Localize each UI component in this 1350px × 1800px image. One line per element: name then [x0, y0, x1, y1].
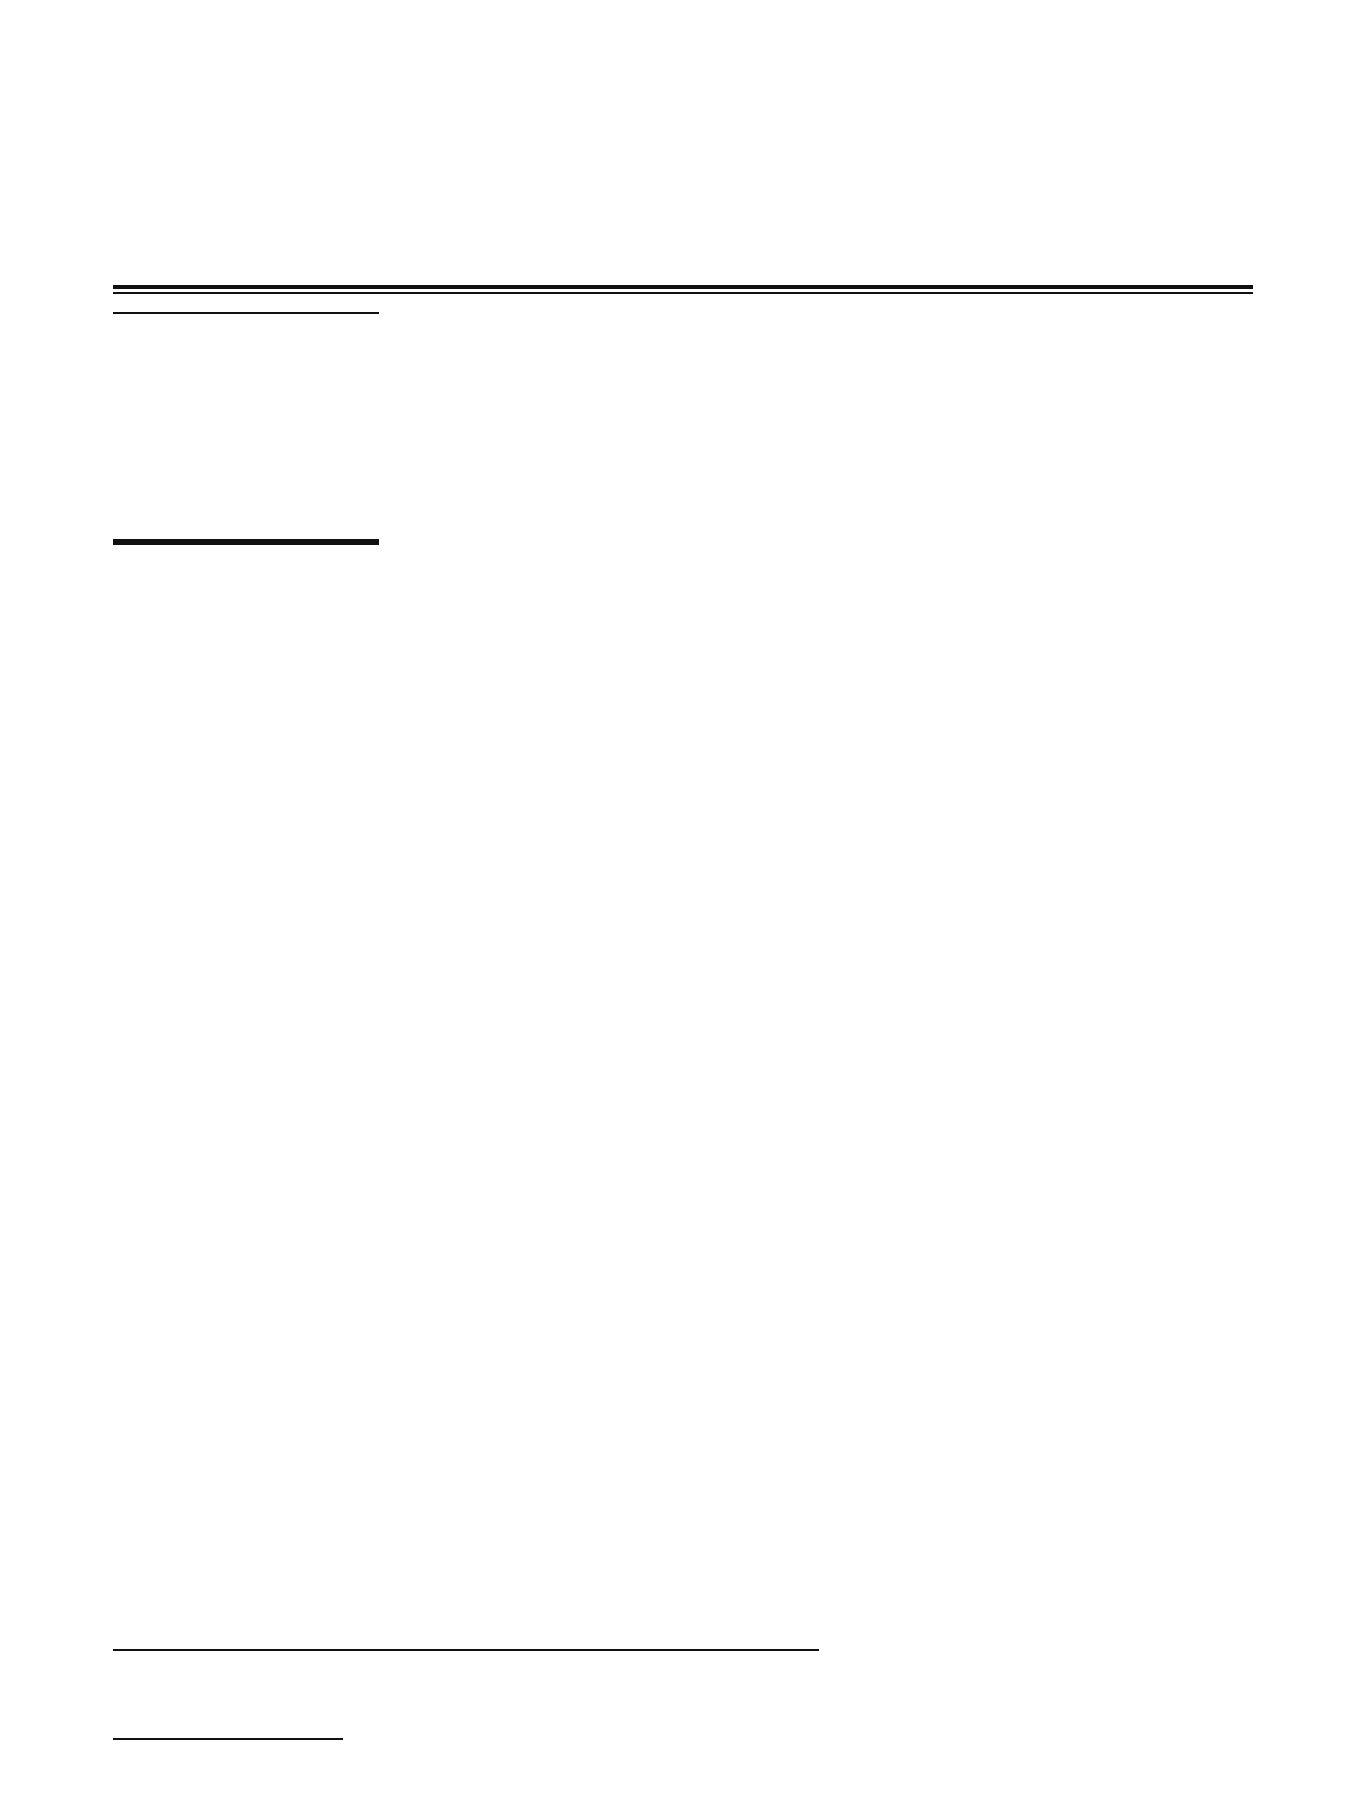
sidebar-rule-bottom	[113, 539, 379, 545]
sidebar-rule-top	[113, 312, 379, 314]
header-rule-thin	[113, 292, 1253, 294]
footnote-rule	[113, 1649, 819, 1651]
header-rule-thick	[113, 285, 1253, 289]
page-number-rule	[113, 1738, 343, 1740]
